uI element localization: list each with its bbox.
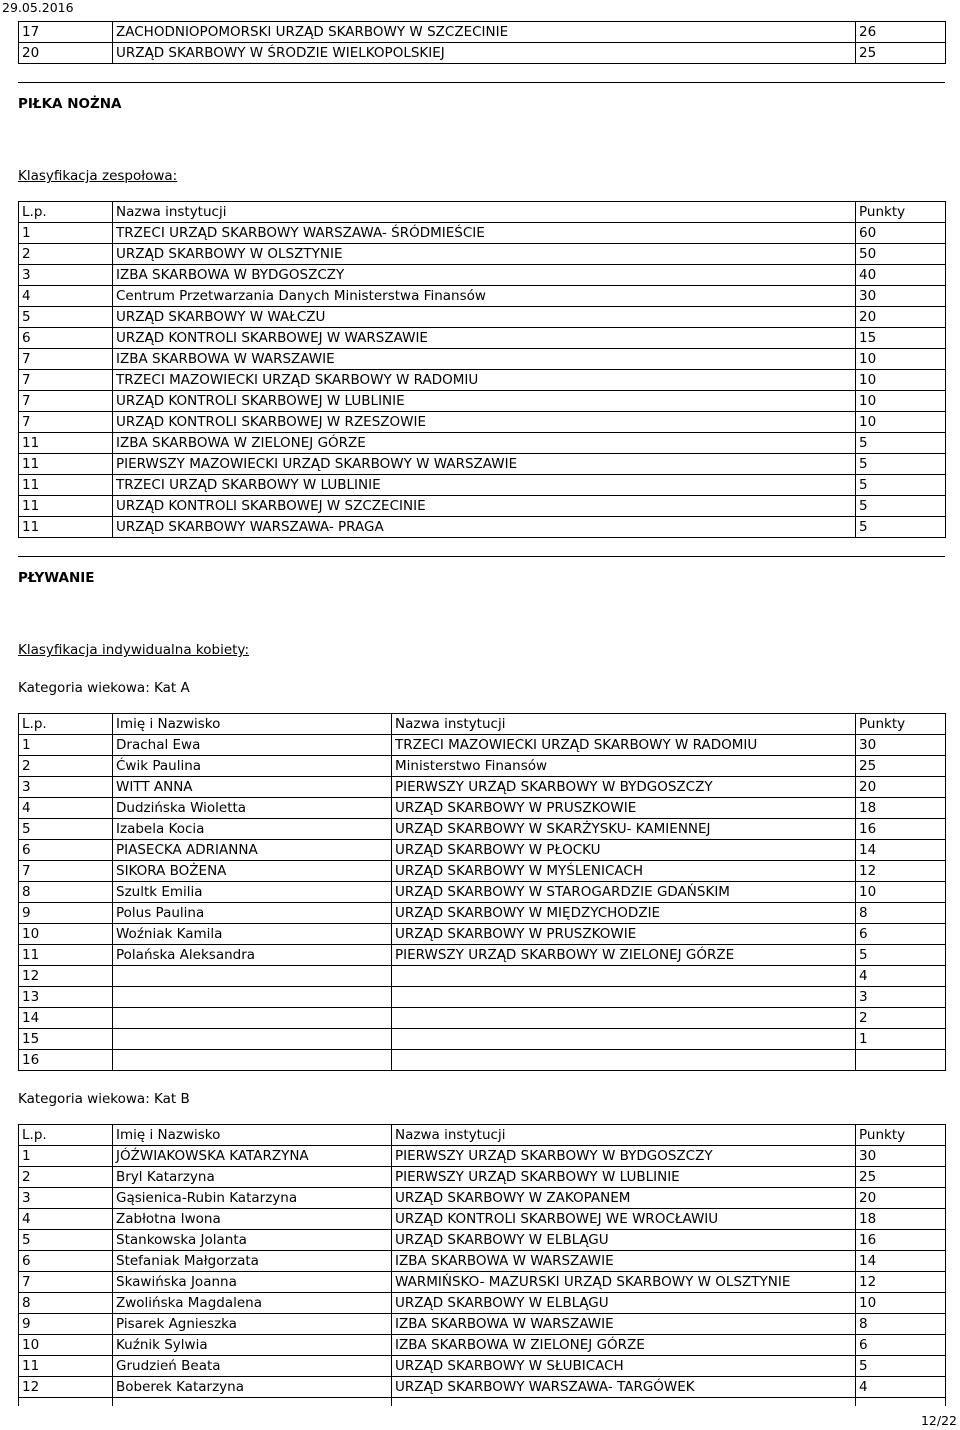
points-cell: 5: [856, 1356, 946, 1377]
table-row: [19, 328, 946, 349]
rank-cell: 11: [19, 496, 113, 517]
points-cell: 5: [856, 433, 946, 454]
name-cell: Polus Paulina: [113, 903, 392, 924]
name-cell: Izabela Kocia: [113, 819, 392, 840]
points-cell: 18: [856, 798, 946, 819]
points-cell: 20: [856, 307, 946, 328]
rank-cell: 11: [19, 1356, 113, 1377]
empty-cell: [19, 1398, 113, 1406]
swimming-women-classification-title: Klasyfikacja indywidualna kobiety:: [18, 642, 249, 658]
institution-cell: TRZECI MAZOWIECKI URZĄD SKARBOWY W RADOMIU: [113, 370, 856, 391]
institution-cell: URZĄD SKARBOWY W ELBLĄGU: [392, 1293, 856, 1314]
institution-cell: [392, 1008, 856, 1029]
rank-cell: 6: [19, 1251, 113, 1272]
institution-cell: TRZECI URZĄD SKARBOWY W LUBLINIE: [113, 475, 856, 496]
rank-cell: 2: [19, 1167, 113, 1188]
table-row: [19, 1251, 946, 1272]
institution-cell: IZBA SKARBOWA W WARSZAWIE: [113, 349, 856, 370]
page-number: 12/22: [920, 1413, 957, 1428]
table-row: [19, 1335, 946, 1356]
table-row: [19, 945, 946, 966]
rank-cell: 8: [19, 1293, 113, 1314]
name-cell: Ćwik Paulina: [113, 756, 392, 777]
rank-cell: 9: [19, 1314, 113, 1335]
rank-cell: 7: [19, 370, 113, 391]
institution-cell: URZĄD SKARBOWY W ŚRODZIE WIELKOPOLSKIEJ: [113, 43, 856, 64]
institution-cell: URZĄD SKARBOWY W PRUSZKOWIE: [392, 924, 856, 945]
institution-cell: URZĄD KONTROLI SKARBOWEJ W SZCZECINIE: [113, 496, 856, 517]
institution-cell: URZĄD SKARBOWY W MYŚLENICACH: [392, 861, 856, 882]
table-row: [19, 840, 946, 861]
table-row: [19, 43, 946, 64]
institution-cell: PIERWSZY URZĄD SKARBOWY W BYDGOSZCZY: [392, 777, 856, 798]
table-header-row: [19, 202, 946, 223]
institution-cell: ZACHODNIOPOMORSKI URZĄD SKARBOWY W SZCZECINIE: [113, 22, 856, 43]
name-header: Imię i Nazwisko: [113, 714, 392, 735]
points-cell: 4: [856, 966, 946, 987]
table-row: [19, 861, 946, 882]
points-cell: 26: [856, 22, 946, 43]
institution-cell: [392, 987, 856, 1008]
empty-cell: [392, 1398, 856, 1406]
name-cell: Woźniak Kamila: [113, 924, 392, 945]
table-row: [19, 1377, 946, 1398]
points-cell: 60: [856, 223, 946, 244]
empty-cell: [856, 1398, 946, 1406]
institution-cell: PIERWSZY URZĄD SKARBOWY W LUBLINIE: [392, 1167, 856, 1188]
table-row: [19, 1029, 946, 1050]
institution-cell: PIERWSZY URZĄD SKARBOWY W ZIELONEJ GÓRZE: [392, 945, 856, 966]
table-row: [19, 777, 946, 798]
rank-cell: 16: [19, 1050, 113, 1071]
points-cell: 40: [856, 265, 946, 286]
rank-cell: 9: [19, 903, 113, 924]
name-cell: Stankowska Jolanta: [113, 1230, 392, 1251]
football-section-title: PIŁKA NOŻNA: [18, 96, 122, 112]
table-row: [19, 475, 946, 496]
rank-cell: 11: [19, 475, 113, 496]
points-cell: 30: [856, 286, 946, 307]
table-row: [19, 735, 946, 756]
points-cell: 25: [856, 756, 946, 777]
points-header: Punkty: [856, 714, 946, 735]
name-cell: SIKORA BOŻENA: [113, 861, 392, 882]
rank-cell: 1: [19, 1146, 113, 1167]
institution-cell: URZĄD SKARBOWY W PRUSZKOWIE: [392, 798, 856, 819]
institution-cell: URZĄD KONTROLI SKARBOWEJ W WARSZAWIE: [113, 328, 856, 349]
points-cell: 25: [856, 1167, 946, 1188]
institution-header: Nazwa instytucji: [113, 202, 856, 223]
points-cell: 16: [856, 1230, 946, 1251]
points-cell: 5: [856, 517, 946, 538]
table-row: [19, 798, 946, 819]
institution-cell: URZĄD KONTROLI SKARBOWEJ W RZESZOWIE: [113, 412, 856, 433]
points-cell: [856, 1050, 946, 1071]
points-cell: 3: [856, 987, 946, 1008]
table-row: [19, 349, 946, 370]
institution-header: Nazwa instytucji: [392, 1125, 856, 1146]
name-cell: Pisarek Agnieszka: [113, 1314, 392, 1335]
table-row: [19, 756, 946, 777]
table-row: [19, 370, 946, 391]
table-row: [19, 1167, 946, 1188]
table-row: [19, 412, 946, 433]
institution-cell: URZĄD SKARBOWY W STAROGARDZIE GDAŃSKIM: [392, 882, 856, 903]
institution-cell: TRZECI URZĄD SKARBOWY WARSZAWA- ŚRÓDMIEŚCIE: [113, 223, 856, 244]
points-cell: 5: [856, 496, 946, 517]
points-cell: 20: [856, 1188, 946, 1209]
table-row: [19, 966, 946, 987]
name-cell: Dudzińska Wioletta: [113, 798, 392, 819]
name-cell: [113, 1008, 392, 1029]
points-cell: 6: [856, 924, 946, 945]
rank-cell: 7: [19, 349, 113, 370]
rank-cell: 3: [19, 1188, 113, 1209]
points-cell: 8: [856, 1314, 946, 1335]
rank-cell: 5: [19, 307, 113, 328]
rank-cell: 6: [19, 328, 113, 349]
points-cell: 20: [856, 777, 946, 798]
table-row: [19, 244, 946, 265]
rank-cell: 3: [19, 265, 113, 286]
name-cell: Polańska Aleksandra: [113, 945, 392, 966]
rank-cell: 2: [19, 244, 113, 265]
table-row: [19, 454, 946, 475]
institution-cell: Ministerstwo Finansów: [392, 756, 856, 777]
rank-cell: 11: [19, 454, 113, 475]
institution-cell: URZĄD SKARBOWY W OLSZTYNIE: [113, 244, 856, 265]
table-row: [19, 1050, 946, 1071]
institution-cell: IZBA SKARBOWA W ZIELONEJ GÓRZE: [392, 1335, 856, 1356]
lp-header: L.p.: [19, 202, 113, 223]
institution-cell: URZĄD KONTROLI SKARBOWEJ W LUBLINIE: [113, 391, 856, 412]
institution-cell: Centrum Przetwarzania Danych Ministerstwa Finansów: [113, 286, 856, 307]
institution-cell: URZĄD SKARBOWY WARSZAWA- PRAGA: [113, 517, 856, 538]
name-cell: Zabłotna Iwona: [113, 1209, 392, 1230]
name-cell: [113, 987, 392, 1008]
institution-cell: IZBA SKARBOWA W ZIELONEJ GÓRZE: [113, 433, 856, 454]
institution-cell: URZĄD SKARBOWY W WAŁCZU: [113, 307, 856, 328]
age-category-b-label: Kategoria wiekowa: Kat B: [18, 1091, 190, 1107]
name-cell: PIASECKA ADRIANNA: [113, 840, 392, 861]
name-cell: WITT ANNA: [113, 777, 392, 798]
rank-cell: 11: [19, 945, 113, 966]
institution-cell: TRZECI MAZOWIECKI URZĄD SKARBOWY W RADOMIU: [392, 735, 856, 756]
points-cell: 10: [856, 391, 946, 412]
points-cell: 50: [856, 244, 946, 265]
table-row: [19, 496, 946, 517]
rank-cell: 8: [19, 882, 113, 903]
table-row: [19, 882, 946, 903]
table-row: [19, 265, 946, 286]
points-cell: 5: [856, 454, 946, 475]
name-cell: [113, 966, 392, 987]
swimming-section-title: PŁYWANIE: [18, 570, 95, 586]
rank-cell: 3: [19, 777, 113, 798]
document-content: [18, 21, 945, 1406]
rank-cell: 20: [19, 43, 113, 64]
rank-cell: 6: [19, 840, 113, 861]
name-cell: Bryl Katarzyna: [113, 1167, 392, 1188]
points-cell: 10: [856, 349, 946, 370]
rank-cell: 5: [19, 1230, 113, 1251]
table-row: [19, 1188, 946, 1209]
rank-cell: 7: [19, 1272, 113, 1293]
name-cell: [113, 1050, 392, 1071]
page-date: 29.05.2016: [2, 0, 74, 15]
rank-cell: 14: [19, 1008, 113, 1029]
points-cell: 1: [856, 1029, 946, 1050]
points-cell: 10: [856, 412, 946, 433]
institution-cell: [392, 1029, 856, 1050]
rank-cell: 2: [19, 756, 113, 777]
age-category-a-label: Kategoria wiekowa: Kat A: [18, 680, 190, 696]
rank-cell: 1: [19, 735, 113, 756]
institution-header: Nazwa instytucji: [392, 714, 856, 735]
points-cell: 10: [856, 1293, 946, 1314]
rank-cell: 10: [19, 924, 113, 945]
points-cell: 10: [856, 882, 946, 903]
rank-cell: 5: [19, 819, 113, 840]
section-divider: [18, 556, 945, 557]
table-header-row: [19, 1125, 946, 1146]
institution-cell: URZĄD SKARBOWY WARSZAWA- TARGÓWEK: [392, 1377, 856, 1398]
rank-cell: 11: [19, 433, 113, 454]
institution-cell: IZBA SKARBOWA W WARSZAWIE: [392, 1314, 856, 1335]
points-cell: 14: [856, 1251, 946, 1272]
table-row: [19, 223, 946, 244]
rank-cell: 4: [19, 798, 113, 819]
lp-header: L.p.: [19, 1125, 113, 1146]
points-cell: 5: [856, 945, 946, 966]
institution-cell: PIERWSZY URZĄD SKARBOWY W BYDGOSZCZY: [392, 1146, 856, 1167]
institution-cell: URZĄD SKARBOWY W ELBLĄGU: [392, 1230, 856, 1251]
institution-cell: URZĄD SKARBOWY W ZAKOPANEM: [392, 1188, 856, 1209]
rank-cell: 1: [19, 223, 113, 244]
rank-cell: 11: [19, 517, 113, 538]
points-cell: 18: [856, 1209, 946, 1230]
rank-cell: 10: [19, 1335, 113, 1356]
name-header: Imię i Nazwisko: [113, 1125, 392, 1146]
table-row: [19, 1272, 946, 1293]
points-cell: 4: [856, 1377, 946, 1398]
name-cell: Szultk Emilia: [113, 882, 392, 903]
institution-cell: IZBA SKARBOWA W WARSZAWIE: [392, 1251, 856, 1272]
name-cell: Drachal Ewa: [113, 735, 392, 756]
institution-cell: IZBA SKARBOWA W BYDGOSZCZY: [113, 265, 856, 286]
table-row: [19, 1146, 946, 1167]
table-continuation-row: [19, 1398, 946, 1406]
lp-header: L.p.: [19, 714, 113, 735]
table-row: [19, 924, 946, 945]
table-row: [19, 1293, 946, 1314]
institution-cell: PIERWSZY MAZOWIECKI URZĄD SKARBOWY W WARSZAWIE: [113, 454, 856, 475]
name-cell: Grudzień Beata: [113, 1356, 392, 1377]
points-cell: 25: [856, 43, 946, 64]
table-row: [19, 307, 946, 328]
table-row: [19, 391, 946, 412]
points-cell: 12: [856, 861, 946, 882]
points-cell: 30: [856, 735, 946, 756]
points-cell: 8: [856, 903, 946, 924]
points-header: Punkty: [856, 202, 946, 223]
institution-cell: [392, 1050, 856, 1071]
empty-cell: [113, 1398, 392, 1406]
table-row: [19, 987, 946, 1008]
table-row: [19, 1314, 946, 1335]
rank-cell: 12: [19, 1377, 113, 1398]
table-row: [19, 819, 946, 840]
name-cell: Gąsienica-Rubin Katarzyna: [113, 1188, 392, 1209]
institution-cell: URZĄD KONTROLI SKARBOWEJ WE WROCŁAWIU: [392, 1209, 856, 1230]
swimming-kat-a-table: [18, 713, 946, 1071]
table-row: [19, 517, 946, 538]
rank-cell: 4: [19, 286, 113, 307]
rank-cell: 15: [19, 1029, 113, 1050]
table-row: [19, 1356, 946, 1377]
table-row: [19, 286, 946, 307]
table-row: [19, 903, 946, 924]
rank-cell: 12: [19, 966, 113, 987]
institution-cell: URZĄD SKARBOWY W MIĘDZYCHODZIE: [392, 903, 856, 924]
name-cell: JÓŹWIAKOWSKA KATARZYNA: [113, 1146, 392, 1167]
institution-cell: [392, 966, 856, 987]
rank-cell: 17: [19, 22, 113, 43]
name-cell: [113, 1029, 392, 1050]
points-cell: 16: [856, 819, 946, 840]
points-cell: 6: [856, 1335, 946, 1356]
table-row: [19, 22, 946, 43]
rank-cell: 13: [19, 987, 113, 1008]
points-cell: 5: [856, 475, 946, 496]
name-cell: Boberek Katarzyna: [113, 1377, 392, 1398]
table-row: [19, 433, 946, 454]
table-header-row: [19, 714, 946, 735]
rank-cell: 7: [19, 391, 113, 412]
name-cell: Kuźnik Sylwia: [113, 1335, 392, 1356]
name-cell: Zwolińska Magdalena: [113, 1293, 392, 1314]
institution-cell: WARMIŃSKO- MAZURSKI URZĄD SKARBOWY W OLSZTYNIE: [392, 1272, 856, 1293]
institution-cell: URZĄD SKARBOWY W PŁOCKU: [392, 840, 856, 861]
name-cell: Stefaniak Małgorzata: [113, 1251, 392, 1272]
points-cell: 30: [856, 1146, 946, 1167]
points-header: Punkty: [856, 1125, 946, 1146]
football-team-classification-title: Klasyfikacja zespołowa:: [18, 168, 178, 184]
points-cell: 15: [856, 328, 946, 349]
institution-cell: URZĄD SKARBOWY W SŁUBICACH: [392, 1356, 856, 1377]
table-row: [19, 1008, 946, 1029]
points-cell: 10: [856, 370, 946, 391]
swimming-kat-b-table: [18, 1124, 946, 1406]
table-row: [19, 1230, 946, 1251]
rank-cell: 7: [19, 412, 113, 433]
football-results-table: [18, 201, 946, 538]
rank-cell: 7: [19, 861, 113, 882]
name-cell: Skawińska Joanna: [113, 1272, 392, 1293]
points-cell: 2: [856, 1008, 946, 1029]
rank-cell: 4: [19, 1209, 113, 1230]
points-cell: 12: [856, 1272, 946, 1293]
section-divider: [18, 82, 945, 83]
top-results-table: [18, 21, 946, 64]
institution-cell: URZĄD SKARBOWY W SKARŻYSKU- KAMIENNEJ: [392, 819, 856, 840]
points-cell: 14: [856, 840, 946, 861]
table-row: [19, 1209, 946, 1230]
